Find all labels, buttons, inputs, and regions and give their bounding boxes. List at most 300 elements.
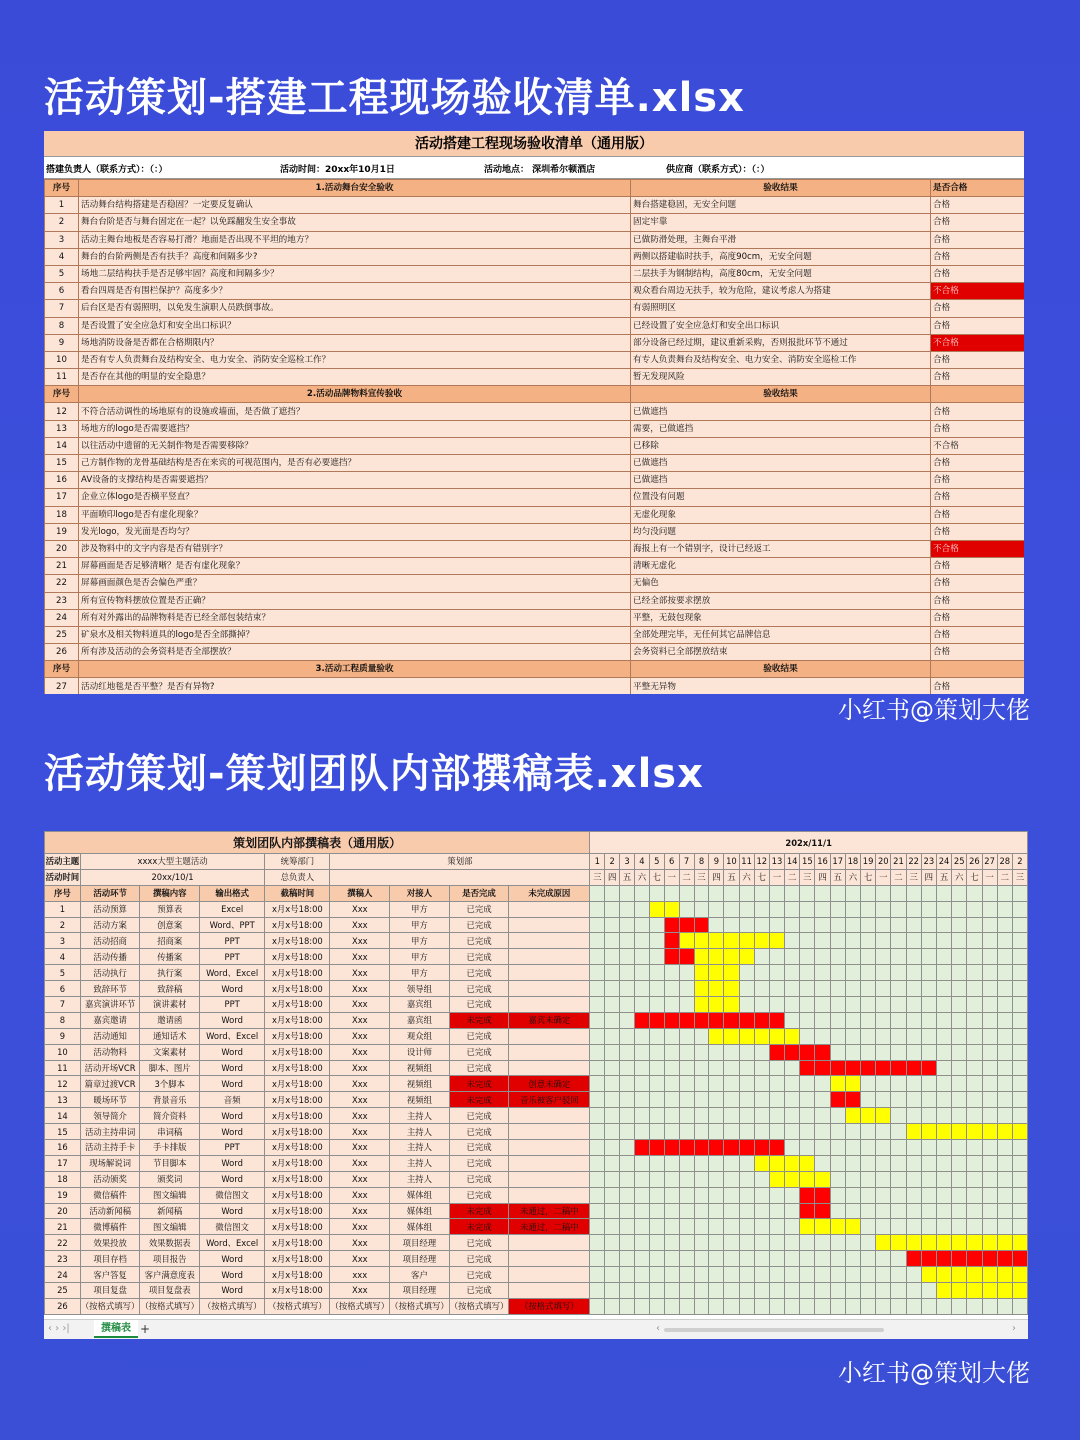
gantt-cell[interactable] [739, 1092, 754, 1108]
gantt-cell[interactable] [1012, 1298, 1027, 1314]
gantt-cell[interactable] [724, 1044, 739, 1060]
gantt-cell[interactable] [785, 1108, 800, 1124]
gantt-cell[interactable] [967, 1267, 982, 1283]
activity-stage[interactable]: 领导简介 [80, 1108, 140, 1124]
gantt-cell[interactable] [921, 1028, 936, 1044]
gantt-cell[interactable] [982, 1092, 997, 1108]
gantt-cell[interactable] [800, 1203, 815, 1219]
row-number[interactable]: 15 [45, 1124, 81, 1140]
gantt-cell[interactable] [997, 1140, 1012, 1156]
gantt-cell[interactable] [590, 1028, 605, 1044]
gantt-cell[interactable] [694, 1076, 709, 1092]
gantt-cell[interactable] [861, 965, 876, 981]
done-status[interactable]: 已完成 [449, 1060, 509, 1076]
row-number[interactable]: 13 [45, 420, 79, 437]
gantt-cell[interactable] [876, 1092, 891, 1108]
check-item[interactable]: 活动主舞台地板是否容易打滑？地面是否出现不平坦的地方？ [79, 231, 631, 248]
gantt-cell[interactable] [634, 1283, 649, 1299]
gantt-cell[interactable] [967, 1044, 982, 1060]
gantt-cell[interactable] [997, 1076, 1012, 1092]
gantt-cell[interactable] [876, 1219, 891, 1235]
gantt-cell[interactable] [830, 1124, 845, 1140]
gantt-cell[interactable] [800, 1044, 815, 1060]
gantt-cell[interactable] [1012, 1203, 1027, 1219]
gantt-cell[interactable] [590, 1171, 605, 1187]
draft-content[interactable]: （按格式填写） [140, 1298, 200, 1314]
done-status[interactable]: 已完成 [449, 1187, 509, 1203]
gantt-cell[interactable] [709, 1267, 724, 1283]
gantt-cell[interactable] [830, 1155, 845, 1171]
pass-status[interactable]: 合格 [931, 300, 1025, 317]
gantt-cell[interactable] [921, 965, 936, 981]
pass-status[interactable]: 合格 [931, 403, 1025, 420]
gantt-cell[interactable] [967, 1203, 982, 1219]
gantt-cell[interactable] [620, 1012, 635, 1028]
gantt-cell[interactable] [936, 1298, 951, 1314]
gantt-cell[interactable] [1012, 1251, 1027, 1267]
draft-content[interactable]: 背景音乐 [140, 1092, 200, 1108]
gantt-cell[interactable] [800, 965, 815, 981]
row-number[interactable]: 22 [45, 575, 79, 592]
incomplete-reason[interactable] [509, 1283, 590, 1299]
contact[interactable]: 客户 [390, 1267, 450, 1283]
gantt-cell[interactable] [936, 1060, 951, 1076]
gantt-cell[interactable] [982, 1235, 997, 1251]
done-status[interactable]: 已完成 [449, 981, 509, 997]
gantt-cell[interactable] [876, 933, 891, 949]
deadline[interactable]: x月x号18:00 [265, 933, 330, 949]
gantt-cell[interactable] [785, 1267, 800, 1283]
gantt-cell[interactable] [754, 1298, 769, 1314]
check-result[interactable]: 二层扶手为钢制结构，高度80cm，无安全问题 [631, 265, 931, 282]
writer[interactable]: Xxx [330, 1076, 390, 1092]
done-status[interactable]: 未完成 [449, 1076, 509, 1092]
row-number[interactable]: 23 [45, 1251, 81, 1267]
gantt-cell[interactable] [590, 1012, 605, 1028]
output-format[interactable]: （按格式填写） [200, 1298, 265, 1314]
pass-status[interactable]: 合格 [931, 506, 1025, 523]
gantt-cell[interactable] [649, 1235, 664, 1251]
gantt-cell[interactable] [634, 1298, 649, 1314]
gantt-cell[interactable] [679, 1044, 694, 1060]
gantt-cell[interactable] [830, 1171, 845, 1187]
gantt-cell[interactable] [769, 1092, 784, 1108]
gantt-cell[interactable] [590, 1235, 605, 1251]
gantt-cell[interactable] [997, 965, 1012, 981]
row-number[interactable]: 13 [45, 1092, 81, 1108]
gantt-cell[interactable] [590, 1283, 605, 1299]
gantt-cell[interactable] [830, 949, 845, 965]
gantt-cell[interactable] [1012, 1155, 1027, 1171]
gantt-cell[interactable] [876, 1140, 891, 1156]
gantt-cell[interactable] [921, 1092, 936, 1108]
gantt-cell[interactable] [861, 1028, 876, 1044]
gantt-cell[interactable] [590, 1076, 605, 1092]
row-number[interactable]: 22 [45, 1235, 81, 1251]
activity-stage[interactable]: 嘉宾演讲环节 [80, 997, 140, 1013]
gantt-cell[interactable] [709, 1140, 724, 1156]
gantt-cell[interactable] [769, 1267, 784, 1283]
incomplete-reason[interactable] [509, 1044, 590, 1060]
draft-content[interactable]: 文案素材 [140, 1044, 200, 1060]
gantt-cell[interactable] [754, 1108, 769, 1124]
activity-stage[interactable]: 项目存档 [80, 1251, 140, 1267]
gantt-cell[interactable] [709, 1124, 724, 1140]
gantt-cell[interactable] [936, 1076, 951, 1092]
gantt-cell[interactable] [967, 901, 982, 917]
gantt-cell[interactable] [815, 1235, 830, 1251]
gantt-cell[interactable] [785, 1235, 800, 1251]
gantt-cell[interactable] [769, 1235, 784, 1251]
incomplete-reason[interactable]: 创意未确定 [509, 1076, 590, 1092]
gantt-cell[interactable] [800, 1298, 815, 1314]
gantt-cell[interactable] [664, 1076, 679, 1092]
deadline[interactable]: x月x号18:00 [265, 997, 330, 1013]
gantt-cell[interactable] [709, 885, 724, 901]
check-item[interactable]: 涉及物料中的文字内容是否有错别字？ [79, 540, 631, 557]
gantt-cell[interactable] [861, 1187, 876, 1203]
gantt-cell[interactable] [891, 1076, 906, 1092]
gantt-cell[interactable] [967, 917, 982, 933]
contact[interactable]: 媒体组 [390, 1187, 450, 1203]
gantt-cell[interactable] [876, 1187, 891, 1203]
output-format[interactable]: Word [200, 981, 265, 997]
draft-content[interactable]: 传播案 [140, 949, 200, 965]
gantt-cell[interactable] [982, 1298, 997, 1314]
incomplete-reason[interactable]: 未通过，二稿中 [509, 1203, 590, 1219]
gantt-cell[interactable] [906, 1187, 921, 1203]
row-number[interactable]: 16 [45, 472, 79, 489]
gantt-cell[interactable] [982, 885, 997, 901]
gantt-cell[interactable] [845, 1108, 860, 1124]
gantt-cell[interactable] [952, 1171, 967, 1187]
pass-status[interactable]: 合格 [931, 678, 1025, 694]
gantt-cell[interactable] [906, 1140, 921, 1156]
gantt-cell[interactable] [891, 1171, 906, 1187]
gantt-cell[interactable] [620, 1298, 635, 1314]
row-number[interactable]: 20 [45, 1203, 81, 1219]
gantt-cell[interactable] [876, 1124, 891, 1140]
gantt-cell[interactable] [605, 933, 620, 949]
gantt-cell[interactable] [785, 965, 800, 981]
gantt-cell[interactable] [664, 997, 679, 1013]
gantt-cell[interactable] [754, 1187, 769, 1203]
gantt-cell[interactable] [982, 1108, 997, 1124]
gantt-cell[interactable] [921, 1155, 936, 1171]
gantt-cell[interactable] [620, 997, 635, 1013]
row-number[interactable]: 3 [45, 231, 79, 248]
gantt-cell[interactable] [679, 1219, 694, 1235]
gantt-cell[interactable] [800, 997, 815, 1013]
time-value[interactable]: 20xx/10/1 [80, 869, 264, 885]
gantt-cell[interactable] [815, 1140, 830, 1156]
gantt-cell[interactable] [1012, 965, 1027, 981]
gantt-cell[interactable] [997, 997, 1012, 1013]
gantt-cell[interactable] [590, 1298, 605, 1314]
gantt-cell[interactable] [845, 1187, 860, 1203]
gantt-cell[interactable] [982, 1155, 997, 1171]
gantt-cell[interactable] [997, 1012, 1012, 1028]
check-result[interactable]: 有弱照明区 [631, 300, 931, 317]
row-number[interactable]: 17 [45, 1155, 81, 1171]
gantt-cell[interactable] [830, 965, 845, 981]
activity-stage[interactable]: 活动颁奖 [80, 1171, 140, 1187]
activity-stage[interactable]: 客户答复 [80, 1267, 140, 1283]
gantt-cell[interactable] [649, 1140, 664, 1156]
gantt-cell[interactable] [694, 1235, 709, 1251]
activity-stage[interactable]: （按格式填写） [80, 1298, 140, 1314]
row-number[interactable]: 26 [45, 1298, 81, 1314]
gantt-cell[interactable] [906, 1028, 921, 1044]
row-number[interactable]: 9 [45, 334, 79, 351]
gantt-cell[interactable] [724, 1012, 739, 1028]
activity-stage[interactable]: 活动主持手卡 [80, 1140, 140, 1156]
gantt-cell[interactable] [800, 1092, 815, 1108]
check-item[interactable]: 活动红地毯是否平整？是否有异物? [79, 678, 631, 694]
gantt-cell[interactable] [876, 981, 891, 997]
gantt-cell[interactable] [936, 1235, 951, 1251]
draft-content[interactable]: 图文编辑 [140, 1219, 200, 1235]
gantt-cell[interactable] [694, 1267, 709, 1283]
gantt-cell[interactable] [815, 1187, 830, 1203]
gantt-cell[interactable] [845, 933, 860, 949]
check-item[interactable]: 舞台台阶是否与舞台固定在一起？以免踩翻发生安全事故 [79, 214, 631, 231]
gantt-cell[interactable] [876, 965, 891, 981]
gantt-cell[interactable] [739, 1108, 754, 1124]
check-item[interactable]: 场地消防设备是否都在合格期限内？ [79, 334, 631, 351]
gantt-cell[interactable] [739, 1235, 754, 1251]
gantt-cell[interactable] [830, 1219, 845, 1235]
contact[interactable]: 甲方 [390, 965, 450, 981]
gantt-cell[interactable] [967, 1219, 982, 1235]
output-format[interactable]: PPT [200, 933, 265, 949]
gantt-cell[interactable] [1012, 1187, 1027, 1203]
gantt-cell[interactable] [785, 933, 800, 949]
gantt-cell[interactable] [739, 1076, 754, 1092]
gantt-cell[interactable] [590, 1140, 605, 1156]
incomplete-reason[interactable] [509, 1028, 590, 1044]
gantt-cell[interactable] [709, 1187, 724, 1203]
row-number[interactable]: 16 [45, 1140, 81, 1156]
check-item[interactable]: 所有宣传物料摆放位置是否正确？ [79, 592, 631, 609]
gantt-cell[interactable] [830, 1298, 845, 1314]
contact[interactable]: 主持人 [390, 1155, 450, 1171]
gantt-cell[interactable] [620, 1251, 635, 1267]
gantt-cell[interactable] [906, 901, 921, 917]
gantt-cell[interactable] [967, 1187, 982, 1203]
gantt-cell[interactable] [830, 997, 845, 1013]
done-status[interactable]: 已完成 [449, 1251, 509, 1267]
gantt-cell[interactable] [694, 949, 709, 965]
check-result[interactable]: 位置没有问题 [631, 489, 931, 506]
gantt-cell[interactable] [605, 1283, 620, 1299]
gantt-cell[interactable] [952, 981, 967, 997]
gantt-cell[interactable] [769, 1298, 784, 1314]
gantt-cell[interactable] [679, 981, 694, 997]
gantt-cell[interactable] [952, 1267, 967, 1283]
gantt-cell[interactable] [830, 885, 845, 901]
gantt-cell[interactable] [754, 949, 769, 965]
gantt-cell[interactable] [620, 1092, 635, 1108]
gantt-cell[interactable] [815, 965, 830, 981]
done-status[interactable]: 已完成 [449, 1267, 509, 1283]
activity-stage[interactable]: 微信稿件 [80, 1187, 140, 1203]
gantt-cell[interactable] [620, 933, 635, 949]
gantt-cell[interactable] [982, 1044, 997, 1060]
time-field[interactable]: 活动时间：20xx年10月1日 [280, 165, 395, 175]
gantt-cell[interactable] [936, 1028, 951, 1044]
incomplete-reason[interactable] [509, 901, 590, 917]
gantt-cell[interactable] [830, 981, 845, 997]
gantt-cell[interactable] [739, 1251, 754, 1267]
gantt-cell[interactable] [906, 917, 921, 933]
gantt-cell[interactable] [679, 965, 694, 981]
gantt-cell[interactable] [906, 1283, 921, 1299]
pass-status[interactable]: 合格 [931, 609, 1025, 626]
gantt-cell[interactable] [754, 1283, 769, 1299]
incomplete-reason[interactable] [509, 981, 590, 997]
gantt-cell[interactable] [967, 1140, 982, 1156]
gantt-cell[interactable] [952, 997, 967, 1013]
gantt-cell[interactable] [906, 1171, 921, 1187]
gantt-cell[interactable] [724, 1124, 739, 1140]
gantt-cell[interactable] [754, 981, 769, 997]
incomplete-reason[interactable] [509, 965, 590, 981]
writer[interactable]: （按格式填写） [330, 1298, 390, 1314]
pass-status[interactable]: 合格 [931, 214, 1025, 231]
check-result[interactable]: 全部处理完毕，无任何其它品牌信息 [631, 626, 931, 643]
gantt-cell[interactable] [861, 981, 876, 997]
gantt-cell[interactable] [845, 1060, 860, 1076]
gantt-cell[interactable] [724, 997, 739, 1013]
incomplete-reason[interactable] [509, 997, 590, 1013]
gantt-cell[interactable] [921, 1251, 936, 1267]
row-number[interactable]: 12 [45, 1076, 81, 1092]
writer[interactable]: Xxx [330, 1124, 390, 1140]
done-status[interactable]: 已完成 [449, 901, 509, 917]
activity-stage[interactable]: 活动开场VCR [80, 1060, 140, 1076]
gantt-cell[interactable] [982, 917, 997, 933]
gantt-cell[interactable] [815, 1124, 830, 1140]
gantt-cell[interactable] [785, 1283, 800, 1299]
deadline[interactable]: x月x号18:00 [265, 917, 330, 933]
gantt-cell[interactable] [605, 981, 620, 997]
done-status[interactable]: 未完成 [449, 1219, 509, 1235]
gantt-cell[interactable] [590, 1203, 605, 1219]
draft-content[interactable]: 手卡排版 [140, 1140, 200, 1156]
gantt-cell[interactable] [997, 981, 1012, 997]
gantt-cell[interactable] [590, 1251, 605, 1267]
gantt-cell[interactable] [769, 1108, 784, 1124]
activity-stage[interactable]: 效果投放 [80, 1235, 140, 1251]
activity-stage[interactable]: 活动物料 [80, 1044, 140, 1060]
horizontal-scrollbar[interactable] [664, 1328, 884, 1332]
owner-field[interactable]: 搭建负责人（联系方式）：（：） [46, 165, 168, 175]
contact[interactable]: 媒体组 [390, 1219, 450, 1235]
done-status[interactable]: 已完成 [449, 1171, 509, 1187]
gantt-cell[interactable] [845, 1044, 860, 1060]
gantt-cell[interactable] [739, 1060, 754, 1076]
gantt-cell[interactable] [754, 1251, 769, 1267]
contact[interactable]: 项目经理 [390, 1283, 450, 1299]
gantt-cell[interactable] [620, 1028, 635, 1044]
gantt-cell[interactable] [664, 917, 679, 933]
gantt-cell[interactable] [891, 1092, 906, 1108]
writer[interactable]: Xxx [330, 1203, 390, 1219]
gantt-cell[interactable] [936, 1203, 951, 1219]
gantt-cell[interactable] [709, 1028, 724, 1044]
gantt-cell[interactable] [800, 1155, 815, 1171]
gantt-cell[interactable] [634, 1044, 649, 1060]
gantt-cell[interactable] [664, 949, 679, 965]
row-number[interactable]: 11 [45, 1060, 81, 1076]
gantt-cell[interactable] [664, 1108, 679, 1124]
gantt-cell[interactable] [724, 1298, 739, 1314]
row-number[interactable]: 9 [45, 1028, 81, 1044]
gantt-cell[interactable] [1012, 885, 1027, 901]
gantt-cell[interactable] [679, 885, 694, 901]
pass-status[interactable]: 不合格 [931, 437, 1025, 454]
activity-stage[interactable]: 暖场环节 [80, 1092, 140, 1108]
gantt-cell[interactable] [754, 1076, 769, 1092]
gantt-cell[interactable] [709, 1203, 724, 1219]
gantt-cell[interactable] [952, 901, 967, 917]
gantt-cell[interactable] [739, 1012, 754, 1028]
row-number[interactable]: 6 [45, 283, 79, 300]
gantt-cell[interactable] [861, 997, 876, 1013]
gantt-cell[interactable] [590, 1044, 605, 1060]
gantt-cell[interactable] [649, 949, 664, 965]
deadline[interactable]: x月x号18:00 [265, 1028, 330, 1044]
row-number[interactable]: 8 [45, 1012, 81, 1028]
gantt-cell[interactable] [634, 1108, 649, 1124]
gantt-cell[interactable] [845, 885, 860, 901]
gantt-cell[interactable] [739, 965, 754, 981]
gantt-cell[interactable] [1012, 1108, 1027, 1124]
gantt-cell[interactable] [982, 965, 997, 981]
gantt-cell[interactable] [952, 1044, 967, 1060]
gantt-cell[interactable] [634, 933, 649, 949]
gantt-cell[interactable] [982, 949, 997, 965]
draft-content[interactable]: 执行案 [140, 965, 200, 981]
gantt-cell[interactable] [997, 1155, 1012, 1171]
gantt-cell[interactable] [620, 1044, 635, 1060]
writer[interactable]: Xxx [330, 1140, 390, 1156]
contact[interactable]: 视频组 [390, 1092, 450, 1108]
gantt-cell[interactable] [997, 949, 1012, 965]
gantt-cell[interactable] [620, 1108, 635, 1124]
gantt-cell[interactable] [590, 901, 605, 917]
gantt-cell[interactable] [921, 1044, 936, 1060]
writer[interactable]: Xxx [330, 1108, 390, 1124]
pass-status[interactable]: 合格 [931, 369, 1025, 386]
gantt-cell[interactable] [891, 1251, 906, 1267]
gantt-cell[interactable] [739, 1283, 754, 1299]
gantt-cell[interactable] [967, 1060, 982, 1076]
done-status[interactable]: 已完成 [449, 1028, 509, 1044]
gantt-cell[interactable] [605, 917, 620, 933]
gantt-cell[interactable] [967, 885, 982, 901]
gantt-cell[interactable] [906, 1203, 921, 1219]
pass-status[interactable]: 合格 [931, 231, 1025, 248]
gantt-cell[interactable] [649, 1171, 664, 1187]
gantt-cell[interactable] [769, 965, 784, 981]
gantt-cell[interactable] [936, 1251, 951, 1267]
gantt-cell[interactable] [754, 1012, 769, 1028]
gantt-cell[interactable] [649, 997, 664, 1013]
gantt-cell[interactable] [785, 1028, 800, 1044]
gantt-cell[interactable] [830, 1251, 845, 1267]
